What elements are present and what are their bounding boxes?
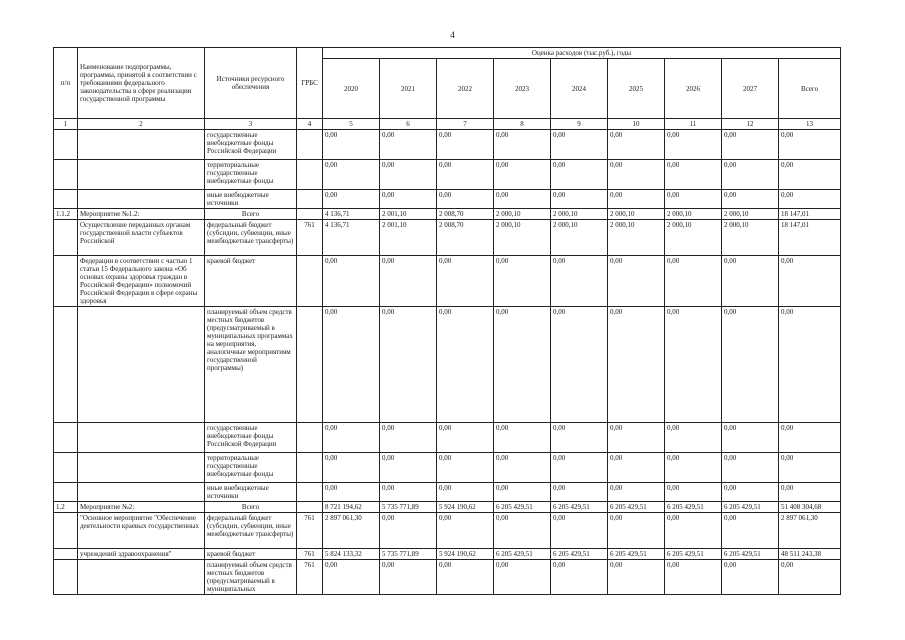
row-value: 0,00 — [779, 423, 841, 453]
row-value: 0,00 — [608, 307, 665, 423]
row-value: 0,00 — [722, 560, 779, 595]
column-number: 13 — [779, 119, 841, 130]
row-name: Осуществление переданных органам государственной власти субъектов Российской — [78, 220, 205, 256]
row-value: 0,00 — [608, 256, 665, 307]
header-year: 2024 — [551, 59, 608, 119]
row-value: 0,00 — [323, 160, 380, 190]
row-source: территориальные государственные внебюджетные фонды — [205, 453, 297, 483]
row-grbs — [297, 453, 323, 483]
row-source: государственные внебюджетные фонды Российской Федерации — [205, 130, 297, 160]
header-year: 2025 — [608, 59, 665, 119]
row-value: 0,00 — [608, 453, 665, 483]
row-value: 0,00 — [437, 190, 494, 209]
header-expense-group: Оценка расходов (тыс.руб.), годы — [323, 48, 841, 59]
row-value: 0,00 — [665, 307, 722, 423]
row-value: 0,00 — [437, 256, 494, 307]
row-value: 2 001,10 — [380, 220, 437, 256]
header-year: Всего — [779, 59, 841, 119]
row-number — [54, 220, 78, 256]
column-number: 1 — [54, 119, 78, 130]
header-year: 2022 — [437, 59, 494, 119]
budget-table — [53, 47, 841, 595]
table-row — [54, 256, 841, 307]
row-value: 0,00 — [722, 483, 779, 502]
row-value: 0,00 — [722, 423, 779, 453]
row-source: иные внебюджетные источники — [205, 483, 297, 502]
row-value: 0,00 — [437, 453, 494, 483]
row-source: федеральный бюджет (субсидии, субвенции, иные межбюджетные трансферты) — [205, 220, 297, 256]
row-name — [78, 453, 205, 483]
table-row — [54, 513, 841, 549]
row-number — [54, 453, 78, 483]
table-row — [54, 483, 841, 502]
row-value: 0,00 — [323, 130, 380, 160]
row-value: 0,00 — [437, 307, 494, 423]
row-number — [54, 549, 78, 560]
row-value: 0,00 — [494, 190, 551, 209]
row-value: 0,00 — [779, 256, 841, 307]
column-number: 3 — [205, 119, 297, 130]
table-row — [54, 307, 841, 423]
row-grbs — [297, 307, 323, 423]
row-value: 0,00 — [380, 130, 437, 160]
row-value: 0,00 — [551, 160, 608, 190]
row-value: 0,00 — [437, 160, 494, 190]
header-year: 2021 — [380, 59, 437, 119]
row-value: 6 205 429,51 — [608, 502, 665, 513]
row-value: 0,00 — [551, 483, 608, 502]
row-grbs — [297, 483, 323, 502]
row-value: 0,00 — [722, 130, 779, 160]
row-value: 0,00 — [494, 423, 551, 453]
row-value: 6 205 429,51 — [665, 502, 722, 513]
table-row — [54, 130, 841, 160]
row-value: 0,00 — [380, 453, 437, 483]
row-value: 0,00 — [551, 513, 608, 549]
page-number: 4 — [450, 30, 455, 40]
row-value: 51 408 304,68 — [779, 502, 841, 513]
row-source: федеральный бюджет (субсидии, субвенции, иные межбюджетные трансферты) — [205, 513, 297, 549]
row-value: 6 205 429,51 — [608, 549, 665, 560]
row-number — [54, 483, 78, 502]
row-value: 0,00 — [665, 483, 722, 502]
row-name — [78, 560, 205, 595]
row-value: 2 897 061,30 — [779, 513, 841, 549]
row-value: 2 000,10 — [551, 220, 608, 256]
row-value: 0,00 — [665, 560, 722, 595]
row-source: территориальные государственные внебюджетные фонды — [205, 160, 297, 190]
row-value: 0,00 — [437, 423, 494, 453]
table-header — [54, 48, 841, 130]
row-value: 0,00 — [665, 130, 722, 160]
row-value: 0,00 — [779, 483, 841, 502]
row-value: 0,00 — [551, 307, 608, 423]
row-name: Мероприятие №2: — [78, 502, 205, 513]
row-number — [54, 307, 78, 423]
row-value: 0,00 — [779, 307, 841, 423]
row-value: 0,00 — [722, 307, 779, 423]
row-value: 0,00 — [608, 423, 665, 453]
column-number: 11 — [665, 119, 722, 130]
row-name — [78, 423, 205, 453]
row-value: 0,00 — [665, 190, 722, 209]
row-value: 5 735 771,89 — [380, 502, 437, 513]
row-value: 0,00 — [323, 560, 380, 595]
table-row — [54, 453, 841, 483]
row-grbs — [297, 190, 323, 209]
row-value: 0,00 — [380, 483, 437, 502]
row-value: 0,00 — [665, 513, 722, 549]
row-value: 6 205 429,51 — [722, 549, 779, 560]
table-row — [54, 502, 841, 513]
row-value: 2 000,10 — [665, 209, 722, 220]
row-value: 0,00 — [608, 160, 665, 190]
header-num: п/п — [54, 48, 78, 119]
header-source: Источники ресурсного обеспечения — [205, 48, 297, 119]
row-number: 1.2 — [54, 502, 78, 513]
row-source: Всего — [205, 209, 297, 220]
column-number: 8 — [494, 119, 551, 130]
row-number — [54, 130, 78, 160]
row-value: 0,00 — [551, 423, 608, 453]
row-value: 0,00 — [722, 190, 779, 209]
row-value: 0,00 — [494, 160, 551, 190]
row-value: 6 205 429,51 — [551, 502, 608, 513]
row-grbs: 761 — [297, 549, 323, 560]
row-value: 2 008,70 — [437, 220, 494, 256]
column-number: 9 — [551, 119, 608, 130]
row-grbs — [297, 256, 323, 307]
row-value: 2 001,10 — [380, 209, 437, 220]
row-value: 5 824 133,32 — [323, 549, 380, 560]
row-value: 0,00 — [665, 160, 722, 190]
row-value: 0,00 — [779, 453, 841, 483]
row-value: 6 205 429,51 — [494, 502, 551, 513]
column-number: 12 — [722, 119, 779, 130]
row-value: 6 205 429,51 — [494, 549, 551, 560]
row-value: 18 147,01 — [779, 220, 841, 256]
row-name — [78, 190, 205, 209]
row-value: 2 000,10 — [494, 220, 551, 256]
row-value: 2 000,10 — [722, 209, 779, 220]
row-number — [54, 560, 78, 595]
row-grbs — [297, 160, 323, 190]
table-row — [54, 160, 841, 190]
row-value: 0,00 — [722, 453, 779, 483]
row-source: иные внебюджетные источники — [205, 190, 297, 209]
row-value: 0,00 — [608, 513, 665, 549]
table-row — [54, 560, 841, 595]
row-value: 0,00 — [722, 160, 779, 190]
row-value: 0,00 — [380, 307, 437, 423]
row-number — [54, 256, 78, 307]
column-number: 2 — [78, 119, 205, 130]
row-grbs: 761 — [297, 513, 323, 549]
row-value: 0,00 — [608, 190, 665, 209]
row-value: 0,00 — [551, 190, 608, 209]
row-source: планируемый объем средств местных бюджетов (предусматриваемый в муниципальных программах на мероприятия, аналогичные мероприятиям государственной программы) — [205, 307, 297, 423]
row-value: 6 205 429,51 — [551, 549, 608, 560]
row-source: Всего — [205, 502, 297, 513]
row-grbs — [297, 130, 323, 160]
row-value: 0,00 — [380, 190, 437, 209]
row-number: 1.1.2 — [54, 209, 78, 220]
row-grbs — [297, 209, 323, 220]
column-number: 5 — [323, 119, 380, 130]
row-source: государственные внебюджетные фонды Российской Федерации — [205, 423, 297, 453]
row-value: 0,00 — [323, 307, 380, 423]
column-number: 4 — [297, 119, 323, 130]
row-value: 0,00 — [494, 256, 551, 307]
row-value: 0,00 — [722, 256, 779, 307]
column-number: 10 — [608, 119, 665, 130]
row-source: краевой бюджет — [205, 256, 297, 307]
row-value: 0,00 — [494, 307, 551, 423]
table-row — [54, 220, 841, 256]
table-body — [54, 130, 841, 595]
row-name: "Основное мероприятие "Обеспечение деятельности краевых государственных — [78, 513, 205, 549]
header-year: 2026 — [665, 59, 722, 119]
row-value: 6 205 429,51 — [665, 549, 722, 560]
row-value: 0,00 — [437, 483, 494, 502]
row-value: 2 897 061,30 — [323, 513, 380, 549]
row-value: 5 924 190,62 — [437, 502, 494, 513]
row-value: 0,00 — [323, 483, 380, 502]
row-value: 0,00 — [380, 256, 437, 307]
row-value: 0,00 — [551, 130, 608, 160]
row-value: 48 511 243,38 — [779, 549, 841, 560]
row-value: 0,00 — [665, 256, 722, 307]
row-value: 0,00 — [779, 190, 841, 209]
row-value: 0,00 — [779, 160, 841, 190]
row-name — [78, 307, 205, 423]
row-value: 8 721 194,62 — [323, 502, 380, 513]
row-name — [78, 483, 205, 502]
row-name: Федерации в соответствии с частью 1 статьи 15 Федерального закона «Об основах охраны здоровья граждан в Российской Федерации» полномочий Российской Федерации в сфере охраны здоровья — [78, 256, 205, 307]
row-value: 0,00 — [779, 560, 841, 595]
row-value: 0,00 — [551, 453, 608, 483]
row-value: 2 000,10 — [722, 220, 779, 256]
row-value: 0,00 — [437, 513, 494, 549]
header-year: 2023 — [494, 59, 551, 119]
table-row — [54, 549, 841, 560]
row-grbs — [297, 423, 323, 453]
column-number: 7 — [437, 119, 494, 130]
row-value: 0,00 — [323, 256, 380, 307]
row-number — [54, 190, 78, 209]
header-year: 2020 — [323, 59, 380, 119]
row-value: 0,00 — [323, 423, 380, 453]
header-name: Наименование подпрограммы, программы, принятой в соответствии с требованиями федерального законодательства в сфере реализации государственной программы — [78, 48, 205, 119]
header-grbs: ГРБС — [297, 48, 323, 119]
table-row — [54, 423, 841, 453]
row-value: 2 000,10 — [551, 209, 608, 220]
row-value: 6 205 429,51 — [722, 502, 779, 513]
row-name — [78, 130, 205, 160]
row-name: Мероприятие №1.2: — [78, 209, 205, 220]
row-name: учреждений здравоохранения" — [78, 549, 205, 560]
table-row — [54, 190, 841, 209]
row-value: 4 136,71 — [323, 220, 380, 256]
row-value: 4 136,71 — [323, 209, 380, 220]
row-grbs: 761 — [297, 220, 323, 256]
row-name — [78, 160, 205, 190]
row-value: 0,00 — [437, 130, 494, 160]
row-number — [54, 160, 78, 190]
row-value: 0,00 — [665, 453, 722, 483]
row-value: 0,00 — [380, 513, 437, 549]
row-value: 0,00 — [608, 483, 665, 502]
header-year: 2027 — [722, 59, 779, 119]
row-value: 2 008,70 — [437, 209, 494, 220]
row-value: 2 000,10 — [665, 220, 722, 256]
row-value: 0,00 — [380, 560, 437, 595]
row-value: 0,00 — [323, 453, 380, 483]
row-value: 5 924 190,62 — [437, 549, 494, 560]
row-value: 0,00 — [494, 513, 551, 549]
row-value: 0,00 — [380, 423, 437, 453]
row-value: 0,00 — [551, 560, 608, 595]
row-value: 0,00 — [494, 483, 551, 502]
row-number — [54, 513, 78, 549]
row-value: 0,00 — [665, 423, 722, 453]
row-value: 2 000,10 — [608, 220, 665, 256]
row-value: 0,00 — [494, 130, 551, 160]
row-value: 0,00 — [323, 190, 380, 209]
row-source: краевой бюджет — [205, 549, 297, 560]
row-value: 0,00 — [779, 130, 841, 160]
row-value: 5 735 771,89 — [380, 549, 437, 560]
row-value: 0,00 — [608, 130, 665, 160]
row-source: планируемый объем средств местных бюджетов (предусматриваемый в муниципальных — [205, 560, 297, 595]
row-grbs: 761 — [297, 560, 323, 595]
row-value: 0,00 — [722, 513, 779, 549]
row-value: 0,00 — [494, 560, 551, 595]
row-value: 0,00 — [437, 560, 494, 595]
row-value: 0,00 — [551, 256, 608, 307]
row-value: 0,00 — [494, 453, 551, 483]
column-number: 6 — [380, 119, 437, 130]
row-value: 2 000,10 — [608, 209, 665, 220]
row-grbs — [297, 502, 323, 513]
row-value: 2 000,10 — [494, 209, 551, 220]
row-value: 0,00 — [380, 160, 437, 190]
row-value: 18 147,01 — [779, 209, 841, 220]
row-value: 0,00 — [608, 560, 665, 595]
table-row — [54, 209, 841, 220]
column-number-row — [54, 119, 841, 130]
row-number — [54, 423, 78, 453]
